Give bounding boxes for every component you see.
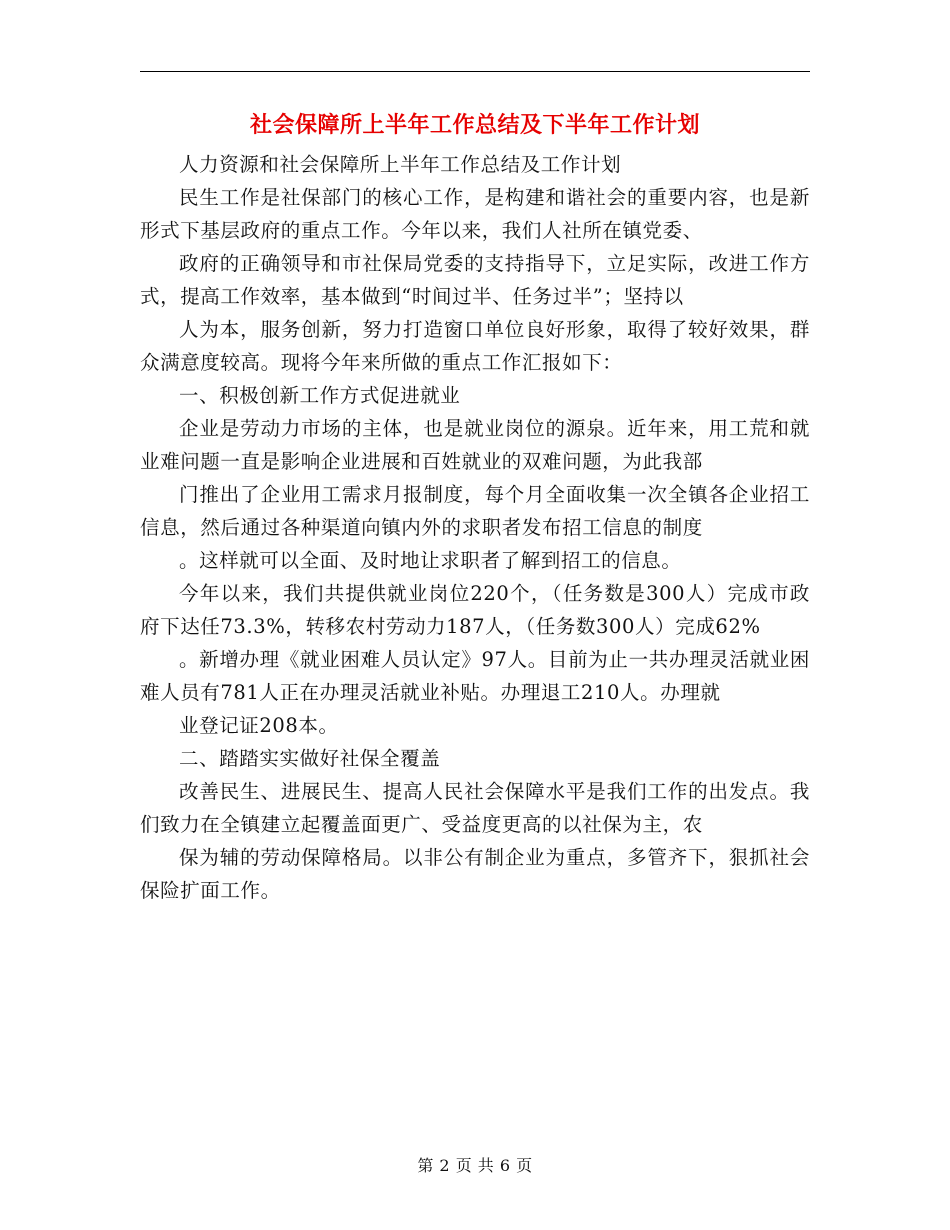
paragraph: 。这样就可以全面、及时地让求职者了解到招工的信息。	[179, 549, 682, 572]
paragraph: 业登记证208本。	[179, 714, 339, 737]
section-heading: 一、积极创新工作方式促进就业	[179, 384, 461, 407]
header-rule	[140, 71, 810, 72]
page-number: 第 2 页 共 6 页	[417, 1156, 533, 1175]
paragraph: 。新增办理《就业困难人员认定》97人。目前为止一共办理灵活就业困难人员有781人正在办理灵活就业补贴。办理退工210人。办理就	[140, 648, 810, 704]
paragraph: 人为本，服务创新，努力打造窗口单位良好形象，取得了较好效果，群众满意度较高。现将今年来所做的重点工作汇报如下：	[140, 318, 810, 374]
paragraph: 保为辅的劳动保障格局。以非公有制企业为重点，多管齐下，狠抓社会保险扩面工作。	[140, 846, 810, 902]
section-heading: 二、踏踏实实做好社保全覆盖	[179, 747, 441, 770]
document-body	[140, 148, 810, 907]
paragraph: 人力资源和社会保障所上半年工作总结及工作计划	[179, 153, 622, 176]
paragraph: 今年以来，我们共提供就业岗位220个，（任务数是300人）完成市政府下达任73.3%，转移农村劳动力187人，（任务数300人）完成62%	[140, 582, 810, 638]
document-title: 社会保障所上半年工作总结及下半年工作计划	[249, 112, 700, 138]
paragraph: 企业是劳动力市场的主体，也是就业岗位的源泉。近年来，用工荒和就业难问题一直是影响企业进展和百姓就业的双难问题，为此我部	[140, 417, 810, 473]
paragraph: 政府的正确领导和市社保局党委的支持指导下，立足实际，改进工作方式，提高工作效率，基本做到“时间过半、任务过半”；坚持以	[140, 252, 810, 308]
paragraph: 门推出了企业用工需求月报制度，每个月全面收集一次全镇各企业招工信息，然后通过各种渠道向镇内外的求职者发布招工信息的制度	[140, 483, 810, 539]
paragraph: 改善民生、进展民生、提高人民社会保障水平是我们工作的出发点。我们致力在全镇建立起覆盖面更广、受益度更高的以社保为主，农	[140, 780, 810, 836]
paragraph: 民生工作是社保部门的核心工作，是构建和谐社会的重要内容，也是新形式下基层政府的重点工作。今年以来，我们人社所在镇党委、	[140, 186, 810, 242]
